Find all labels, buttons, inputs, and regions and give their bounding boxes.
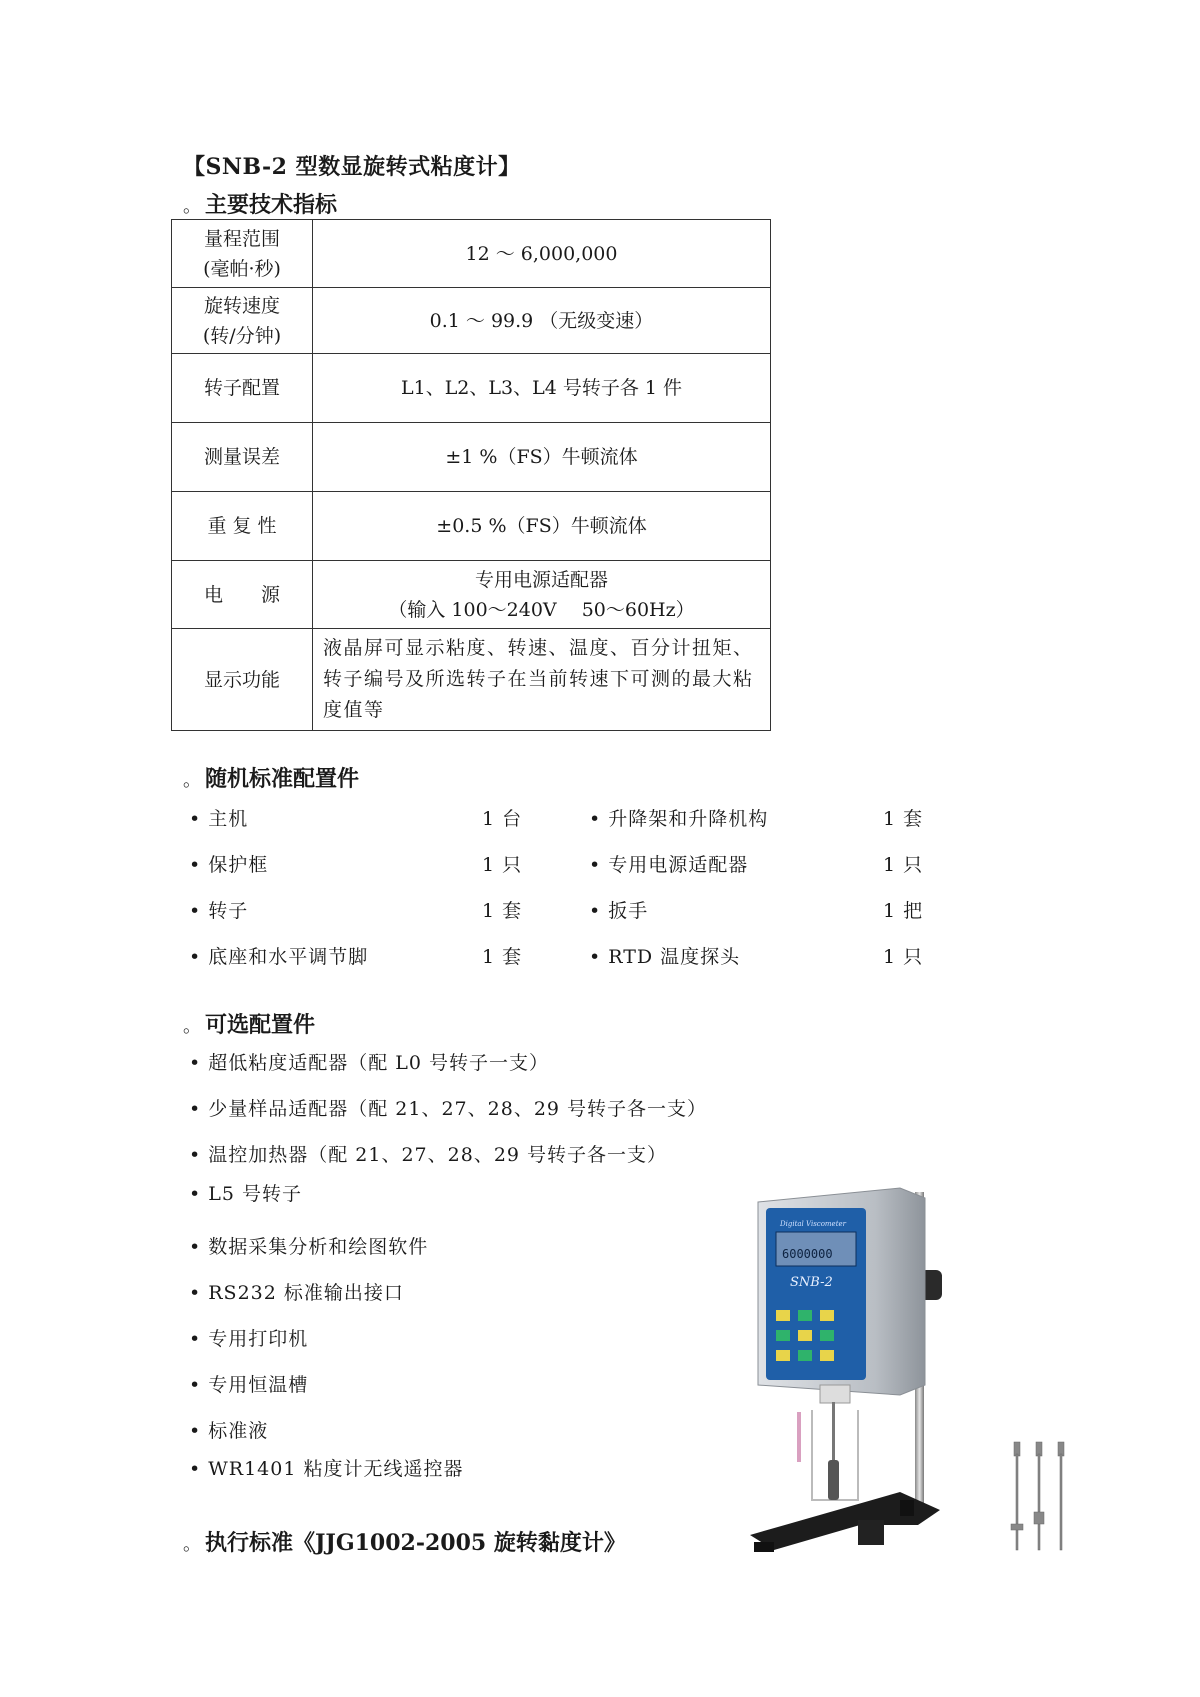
spec-value: 12 ～ 6,000,000 <box>313 220 771 288</box>
standard-item-qty: 1 套 <box>482 900 523 922</box>
optional-item: • 少量样品适配器（配 21、27、28、29 号转子各一支） <box>189 1098 708 1120</box>
device-key <box>776 1310 790 1321</box>
device-key <box>776 1330 790 1341</box>
optional-item: • RS232 标准输出接口 <box>189 1282 404 1304</box>
optional-item: • WR1401 粘度计无线遥控器 <box>189 1458 464 1480</box>
standard-item-qty: 1 把 <box>883 900 924 922</box>
spec-row <box>172 629 771 731</box>
standard-item-qty: 1 套 <box>883 808 924 830</box>
section-bullet: 。 <box>183 1016 201 1037</box>
spec-label: 电 源 <box>172 561 313 629</box>
device-key <box>798 1350 812 1361</box>
section-optional-label: 可选配置件 <box>205 1012 316 1038</box>
optional-item: • 标准液 <box>189 1420 269 1442</box>
rotor-shaft <box>1060 1454 1062 1550</box>
base-foot <box>754 1542 774 1552</box>
rotor-disc <box>1034 1512 1044 1524</box>
spec-row <box>172 423 771 492</box>
spec-value: 0.1 ～ 99.9 （无级变速） <box>313 288 771 354</box>
spare-rotors-photo <box>1005 1440 1075 1555</box>
section-bullet: 。 <box>183 770 201 791</box>
device-model: SNB-2 <box>790 1275 833 1290</box>
optional-item: • 超低粘度适配器（配 L0 号转子一支） <box>189 1052 550 1074</box>
optional-item: • 数据采集分析和绘图软件 <box>189 1236 429 1258</box>
standard-item: • 主机 <box>189 808 249 830</box>
spec-value: L1、L2、L3、L4 号转子各 1 件 <box>313 354 771 423</box>
base-foot <box>900 1500 914 1516</box>
device-key <box>798 1330 812 1341</box>
standard-item: • 转子 <box>189 900 249 922</box>
optional-item: • L5 号转子 <box>189 1183 302 1205</box>
spec-label: 显示功能 <box>172 629 313 731</box>
rotor-shaft <box>1038 1454 1040 1550</box>
section-norm-label: 执行标准《JJG1002-2005 旋转黏度计》 <box>205 1530 626 1556</box>
section-heading-norm <box>183 1526 626 1557</box>
optional-item: • 专用打印机 <box>189 1328 309 1350</box>
standard-item-qty: 1 只 <box>883 946 924 968</box>
spec-row <box>172 492 771 561</box>
spec-value: 液晶屏可显示粘度、转速、温度、百分计扭矩、转子编号及所选转子在当前转速下可测的最大粘度值等 <box>313 629 771 731</box>
standard-item-qty: 1 只 <box>883 854 924 876</box>
spec-value: ±1 %（FS）牛顿流体 <box>313 423 771 492</box>
section-heading-optional <box>183 1008 315 1039</box>
spindle-collar <box>820 1385 850 1403</box>
temperature-probe <box>797 1412 801 1462</box>
spec-label: 量程范围 (毫帕·秒) <box>172 220 313 288</box>
base-foot <box>858 1520 884 1545</box>
section-bullet: 。 <box>183 196 201 217</box>
optional-item: • 专用恒温槽 <box>189 1374 309 1396</box>
standard-item: • 升降架和升降机构 <box>589 808 769 830</box>
page-title: 【SNB-2 型数显旋转式粘度计】 <box>183 154 521 180</box>
device-key <box>820 1350 834 1361</box>
device-key <box>798 1310 812 1321</box>
section-bullet: 。 <box>183 1534 201 1555</box>
standard-item: • 底座和水平调节脚 <box>189 946 369 968</box>
lcd-readout: 6000000 <box>782 1247 833 1261</box>
viscometer-photo <box>750 1180 970 1570</box>
rotor-shaft <box>1016 1454 1018 1550</box>
rotor <box>828 1460 839 1500</box>
standard-item-qty: 1 只 <box>482 854 523 876</box>
spec-value: ±0.5 %（FS）牛顿流体 <box>313 492 771 561</box>
spec-label: 重 复 性 <box>172 492 313 561</box>
standard-item: • 扳手 <box>589 900 649 922</box>
standard-item: • 保护框 <box>189 854 269 876</box>
section-specs-label: 主要技术指标 <box>205 192 338 218</box>
spec-label: 转子配置 <box>172 354 313 423</box>
spec-row <box>172 288 771 354</box>
spec-value: 专用电源适配器 （输入 100～240V 50～60Hz） <box>313 561 771 629</box>
section-heading-standard <box>183 762 359 793</box>
section-heading-specs <box>183 188 337 219</box>
standard-item-qty: 1 套 <box>482 946 523 968</box>
spec-label: 测量误差 <box>172 423 313 492</box>
optional-item: • 温控加热器（配 21、27、28、29 号转子各一支） <box>189 1144 668 1166</box>
standard-item-qty: 1 台 <box>482 808 523 830</box>
device-key <box>820 1310 834 1321</box>
spec-label: 旋转速度 (转/分钟) <box>172 288 313 354</box>
spec-table <box>171 219 771 731</box>
standard-item: • 专用电源适配器 <box>589 854 749 876</box>
device-key <box>820 1330 834 1341</box>
section-standard-label: 随机标准配置件 <box>205 766 360 792</box>
spec-row <box>172 220 771 288</box>
spec-row <box>172 561 771 629</box>
svg-text:Digital Viscometer: Digital Viscometer <box>780 1220 847 1228</box>
device-key <box>776 1350 790 1361</box>
spec-row <box>172 354 771 423</box>
standard-item: • RTD 温度探头 <box>589 946 741 968</box>
rotor-disc <box>1011 1524 1023 1530</box>
